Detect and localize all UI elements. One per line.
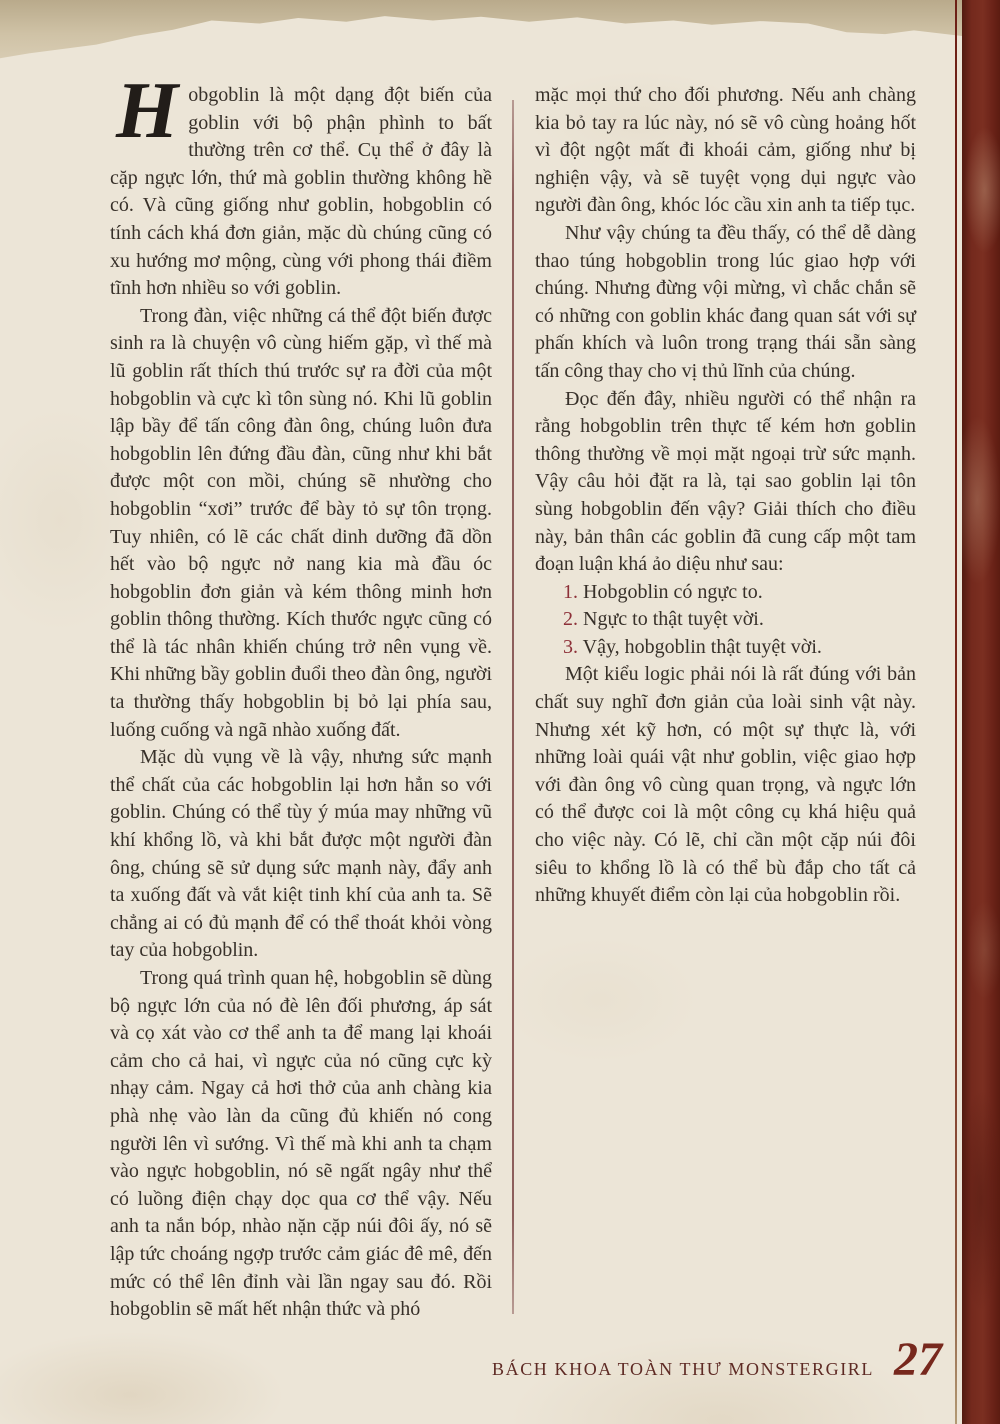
list-text: Vậy, hobgoblin thật tuyệt vời. (578, 635, 822, 658)
syllogism-list-item (563, 579, 916, 607)
list-text: Hobgoblin có ngực to. (578, 580, 763, 603)
list-number: 3. (563, 635, 578, 658)
list-number: 1. (563, 580, 578, 603)
spine-rule-line (955, 0, 957, 1424)
paragraph: Như vậy chúng ta đều thấy, có thể dễ dàng thao túng hobgoblin trong lúc giao hợp với chúng. Nhưng đừng vội mừng, vì chắc chắn sẽ có những con goblin khác đang quan sát với sự phấn khích và luôn trong trạng thái sẵn sàng tấn công thay cho vị thủ lĩnh của chúng. (535, 221, 916, 382)
book-spine-border (962, 0, 1000, 1424)
left-text-column (110, 67, 492, 1324)
syllogism-list-item (563, 634, 916, 662)
paragraph: Mặc dù vụng về là vậy, nhưng sức mạnh thể chất của các hobgoblin lại hơn hẳn so với goblin. Chúng có thể tùy ý múa may những vũ khí khổng lồ, và khi bắt được một người đàn ông, chúng sẽ sử dụng sức mạnh này, đẩy anh ta xuống đất và vắt kiệt tinh khí của anh ta. Sẽ chẳng ai có đủ mạnh để có thể thoát khỏi vòng tay của hobgoblin. (110, 746, 492, 962)
paragraph: Đọc đến đây, nhiều người có thể nhận ra rằng hobgoblin trên thực tế kém hơn goblin thông thường về mọi mặt ngoại trừ sức mạnh. Vậy câu hỏi đặt ra là, tại sao goblin lại tôn sùng hobgoblin đến vậy? Giải thích cho điều này, bản thân các goblin đã cung cấp một tam đoạn luận khá ảo diệu như sau: (535, 387, 916, 576)
paragraph: mặc mọi thứ cho đối phương. Nếu anh chàng kia bỏ tay ra lúc này, nó sẽ vô cùng hoảng hốt vì đột ngột mất đi khoái cảm, giống như bị nghiện vậy, và sẽ tuyệt vọng dụi ngực vào người đàn ông, khóc lóc cầu xin anh ta tiếp tục. (535, 84, 916, 217)
column-divider-rule (512, 100, 514, 1314)
paragraph: Hobgoblin là một dạng đột biến của goblin với bộ phận phình to bất thường trên cơ thể. Cụ thể ở đây là cặp ngực lớn, thứ mà goblin thường không hề có. Và cũng giống như goblin, hobgoblin có tính cách khá đơn giản, mặc dù chúng cũng có xu hướng mơ mộng, cùng với phong thái điềm tĩnh hơn nhiều so với goblin. (110, 67, 492, 300)
page-number: 27 (894, 1333, 942, 1386)
paragraph: Trong quá trình quan hệ, hobgoblin sẽ dùng bộ ngực lớn của nó đè lên đối phương, áp sát và cọ xát vào cơ thể anh ta để mang lại khoái cảm cho cả hai, vì ngực của nó cũng cực kỳ nhạy cảm. Ngay cả hơi thở của anh chàng kia phà nhẹ vào làn da cũng đủ khiến nó cong người lên vì sướng. Vì thế mà khi anh ta chạm vào ngực hobgoblin, nó sẽ ngất ngây như thể có luồng điện chạy dọc qua cơ thể vậy. Nếu anh ta nắn bóp, nhào nặn cặp núi đôi ấy, nó sẽ lập tức choáng ngợp trước cảm giác đê mê, đến mức có thể lên đỉnh vài lần ngay sau đó. Rồi hobgoblin sẽ mất hết nhận thức và phó (110, 967, 492, 1321)
syllogism-list-item (563, 606, 916, 634)
right-text-column (535, 82, 916, 910)
footer-book-title: BÁCH KHOA TOÀN THƯ MONSTERGIRL (492, 1359, 874, 1379)
paragraph: Trong đàn, việc những cá thể đột biến được sinh ra là chuyện vô cùng hiếm gặp, vì thế mà lũ goblin rất thích thú trước sự ra đời của một hobgoblin và cực kì tôn sùng nó. Khi lũ goblin lập bầy để tấn công đàn ông, chúng luôn đưa hobgoblin lên đứng đầu đàn, cũng như khi bắt được một con mồi, chúng sẽ nhường cho hobgoblin “xơi” trước để bày tỏ sự tôn trọng. Tuy nhiên, có lẽ các chất dinh dưỡng đã dồn hết vào bộ ngực nở nang kia mà đầu óc hobgoblin đơn giản và kém thông minh hơn goblin thông thường. Kích thước ngực cũng có thể là tác nhân khiến chúng trở nên vụng về. Khi những bầy goblin đuổi theo đàn ông, người ta thường thấy hobgoblin bị bỏ lại phía sau, luống cuống và ngã nhào xuống đất. (110, 304, 492, 741)
list-text: Ngực to thật tuyệt vời. (578, 608, 764, 631)
drop-cap: H (116, 67, 179, 155)
list-number: 2. (563, 608, 578, 631)
paragraph: Một kiểu logic phải nói là rất đúng với bản chất suy nghĩ đơn giản của loài sinh vật này. Nhưng xét kỹ hơn, có một sự thực là, với những loài quái vật như goblin, việc giao hợp với đàn ông vô cùng quan trọng, và ngực lớn có thể được coi là một công cụ khá hiệu quả cho việc này. Có lẽ, chỉ cần một cặp núi đôi siêu to khổng lồ là có thể bù đắp cho tất cả những khuyết điểm còn lại của hobgoblin rồi. (535, 663, 916, 907)
aged-paper-top-edge (0, 0, 962, 62)
page-footer (110, 1333, 942, 1386)
